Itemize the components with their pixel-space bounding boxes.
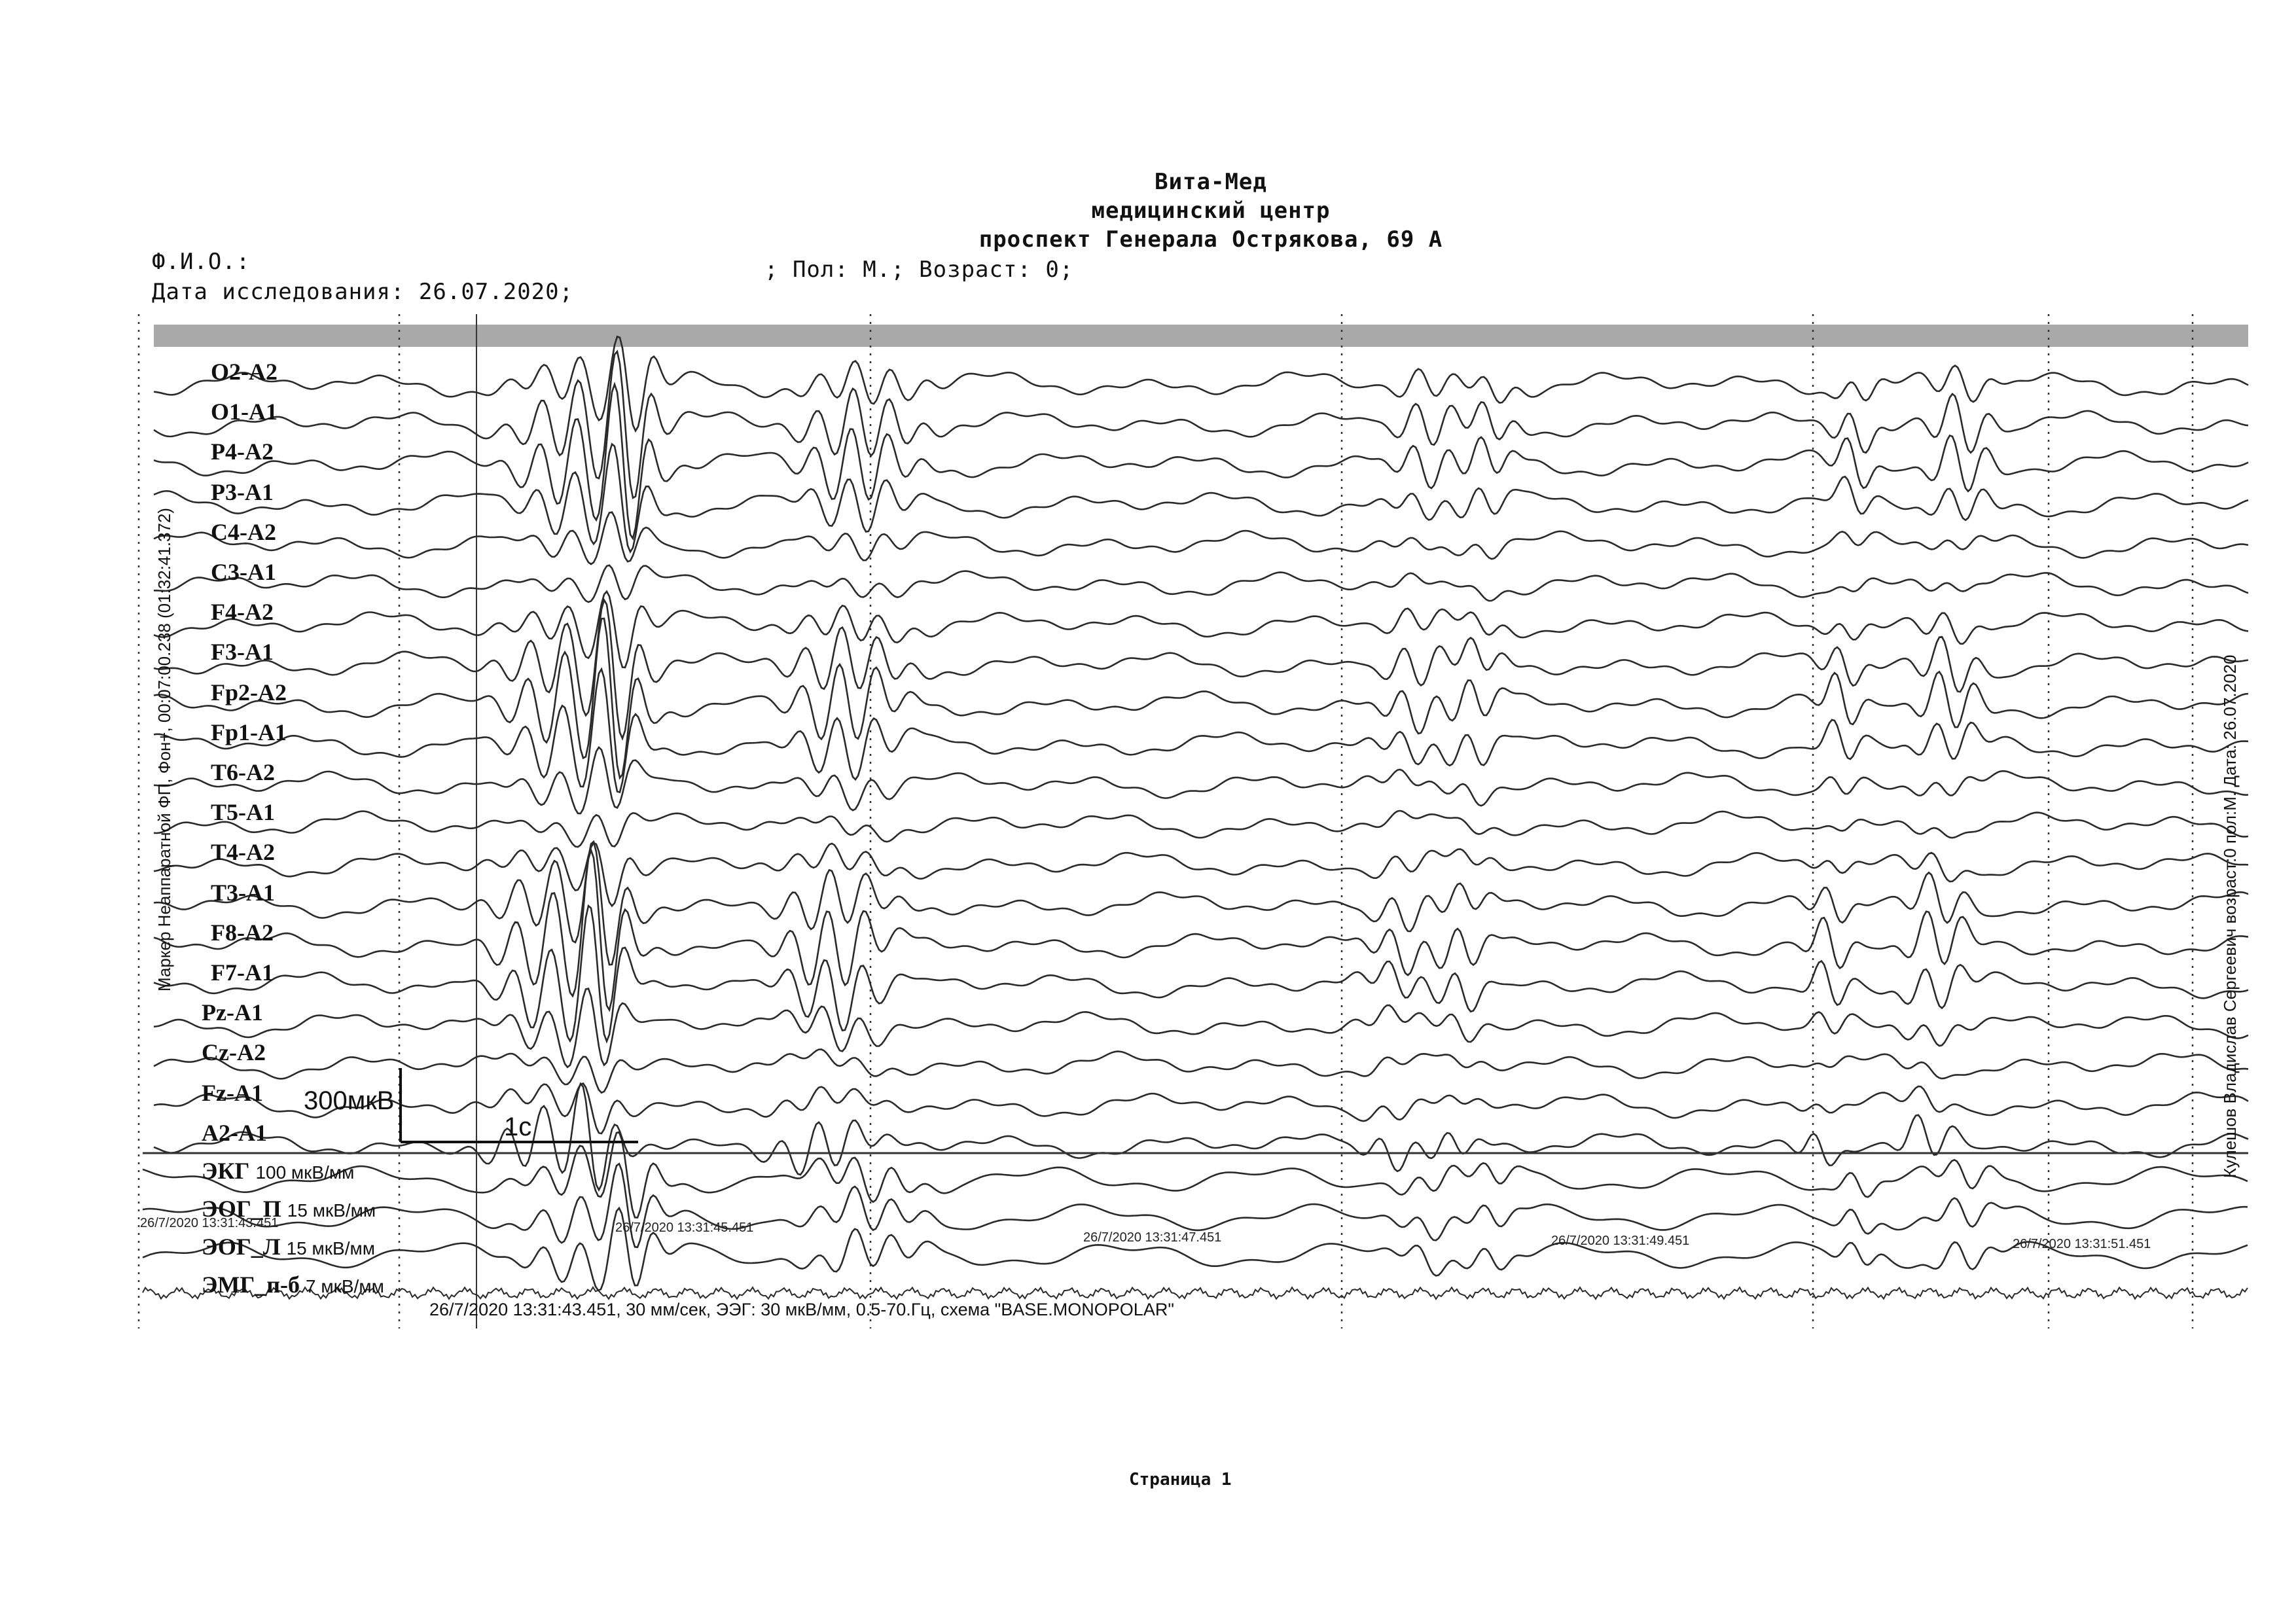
aux-channel-name: ЭМГ_п-б (202, 1272, 306, 1298)
org-type: медицинский центр (1091, 198, 1331, 224)
channel-label-fp2-a2: Fp2-A2 (211, 679, 287, 705)
aux-trace (143, 1287, 2248, 1299)
eeg-trace-o1-a1 (154, 351, 2248, 498)
timestamp-1: 26/7/2020 13:31:43.451 (140, 1216, 279, 1230)
eeg-trace-cz-a2 (154, 1049, 2248, 1092)
channel-label-f4-a2: F4-A2 (211, 599, 274, 626)
channel-label-t6-a2: T6-A2 (211, 759, 275, 785)
eeg-trace-c4-a2 (154, 512, 2248, 564)
org-address: проспект Генерала Острякова, 69 А (978, 226, 1443, 253)
aux-channel-label (202, 1233, 375, 1260)
aux-channel-scale: 7 мкВ/мм (306, 1276, 384, 1296)
channel-label-c3-a1: C3-A1 (211, 559, 276, 585)
eeg-trace-t5-a1 (154, 811, 2248, 847)
eeg-trace-t6-a2 (154, 747, 2248, 813)
eeg-trace-o2-a2 (154, 336, 2248, 431)
calibration-time: 1с (504, 1113, 532, 1141)
channel-label-o1-a1: O1-A1 (211, 399, 278, 425)
eeg-trace-fz-a1 (154, 1084, 2248, 1134)
timestamp-2: 26/7/2020 13:31:45.451 (615, 1221, 754, 1235)
timestamp-4: 26/7/2020 13:31:49.451 (1551, 1234, 1690, 1248)
eeg-trace-fp2-a2 (154, 618, 2248, 778)
patient-name-label: Ф.И.О.: (152, 249, 251, 275)
eeg-trace-pz-a1 (154, 989, 2248, 1067)
top-shaded-bar (154, 325, 2248, 347)
patient-vertical-text: Кулешов Владислав Сергеевич возраст:0 пол:М. Дата: 26.07.2020 (2220, 654, 2240, 1178)
eeg-trace-c3-a1 (154, 565, 2248, 602)
channel-label-f3-a1: F3-A1 (211, 639, 274, 666)
channel-label-fz-a1: Fz-A1 (202, 1079, 263, 1106)
aux-channel-name: ЭКГ (202, 1158, 256, 1184)
channel-label-fp1-a1: Fp1-A1 (211, 719, 287, 745)
marker-vertical-text: Маркер Неаппаратной ФП, Фон+, 00:07:00.238 (01:32:41.372) (154, 507, 174, 991)
timestamp-3: 26/7/2020 13:31:47.451 (1083, 1230, 1222, 1245)
channel-label-f8-a2: F8-A2 (211, 919, 274, 946)
eeg-trace-fp1-a1 (154, 669, 2248, 793)
org-name: Вита-Мед (1155, 169, 1267, 195)
aux-channel-scale: 15 мкВ/мм (287, 1200, 376, 1221)
eeg-trace-p4-a2 (154, 384, 2248, 539)
channel-label-p4-a2: P4-A2 (211, 438, 274, 465)
aux-trace (143, 1132, 2248, 1218)
channel-label-pz-a1: Pz-A1 (202, 999, 263, 1026)
channel-label-o2-a2: O2-A2 (211, 359, 278, 385)
page-number: Страница 1 (1129, 1470, 1232, 1489)
aux-channel-label (202, 1157, 354, 1185)
eeg-traces (143, 336, 2248, 1299)
timestamp-5: 26/7/2020 13:31:51.451 (2013, 1237, 2151, 1251)
time-grid (139, 314, 2193, 1329)
exam-date: Дата исследования: 26.07.2020; (152, 279, 574, 305)
aux-channel-scale: 15 мкВ/мм (286, 1238, 375, 1258)
aux-channel-scale: 100 мкВ/мм (255, 1162, 355, 1183)
aux-channel-name: ЭОГ_П (202, 1196, 287, 1222)
patient-sex-age: ; Пол: М.; Возраст: 0; (764, 257, 1074, 283)
aux-channel-name: ЭОГ_Л (202, 1234, 287, 1260)
eeg-trace-f4-a2 (154, 592, 2248, 668)
eeg-trace-f3-a1 (154, 600, 2248, 738)
channel-label-cz-a2: Cz-A2 (202, 1039, 266, 1066)
channel-label-a2-a1: A2-A1 (202, 1119, 267, 1146)
aux-channel-label (202, 1271, 384, 1298)
channel-label-f7-a1: F7-A1 (211, 959, 274, 986)
channel-label-t5-a1: T5-A1 (211, 799, 275, 826)
calibration-amplitude: 300мкВ (304, 1086, 395, 1115)
channel-label-p3-a1: P3-A1 (211, 478, 274, 505)
channel-label-c4-a2: C4-A2 (211, 518, 276, 545)
recording-parameters: 26/7/2020 13:31:43.451, 30 мм/сек, ЭЭГ: 30 мкВ/мм, 0.5-70.Гц, схема "BASE.MONOPOLAR" (429, 1300, 1174, 1319)
eeg-trace-t3-a1 (154, 842, 2248, 965)
channel-label-t4-a2: T4-A2 (211, 839, 275, 866)
channel-label-t3-a1: T3-A1 (211, 879, 275, 906)
